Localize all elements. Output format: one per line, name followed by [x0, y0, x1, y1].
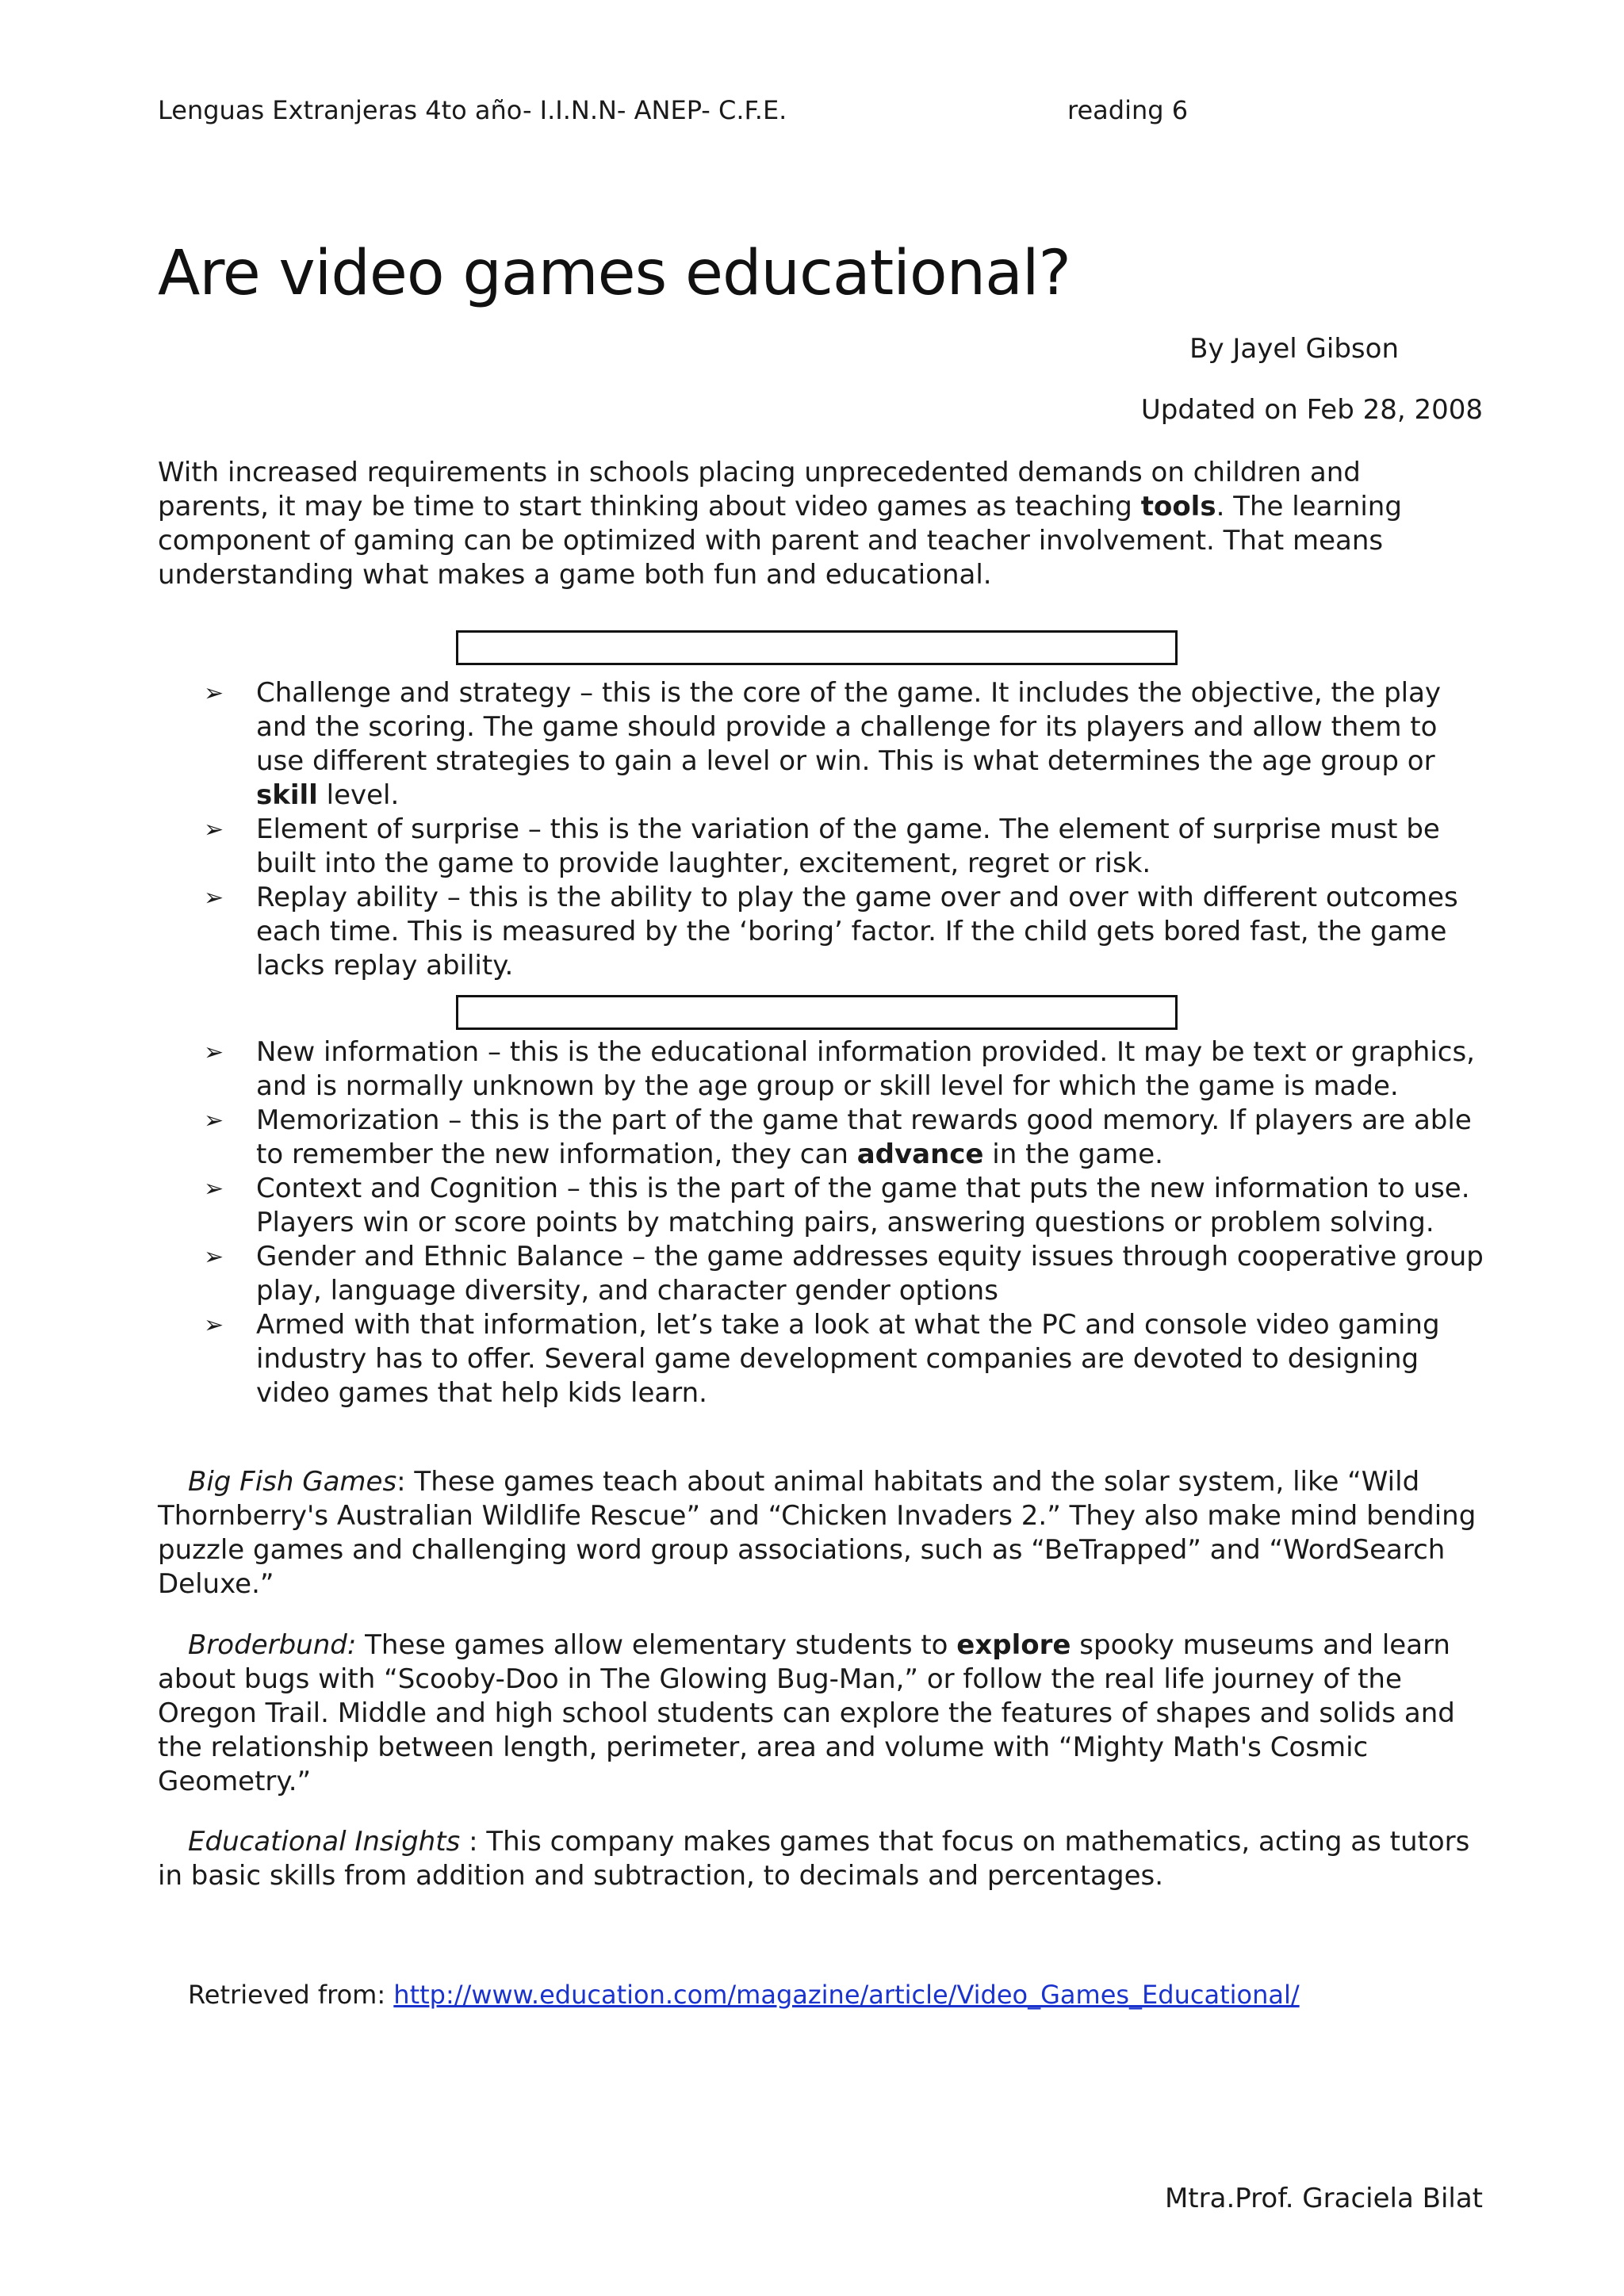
header-reading-number: reading 6	[1067, 95, 1189, 125]
updated-date: Updated on Feb 28, 2008	[1140, 394, 1483, 426]
educational-elements-list	[204, 1035, 1488, 1410]
intro-bold-tools: tools	[1140, 491, 1216, 522]
arrow-bullet-icon: ➢	[204, 816, 224, 844]
source-link[interactable]: http://www.education.com/magazine/article/Video_Games_Educational/	[393, 1980, 1300, 2010]
page-title: Are video games educational?	[158, 238, 1071, 309]
footer-author: Mtra.Prof. Graciela Bilat	[1164, 2183, 1483, 2214]
broderbund-paragraph: Broderbund: These games allow elementary students to explore spooky museums and learn about bugs with “Scooby-Doo in The Glowing Bug-Man,” or follow the real life journey of the Oregon Trail. Middle and high school students can explore the features of shapes and solids and the relationship between length, perimeter, area and volume with “Mighty Math's Cosmic Geometry.”	[158, 1629, 1455, 1797]
arrow-bullet-icon: ➢	[204, 679, 224, 707]
company-name-bigfish: Big Fish Games	[188, 1466, 397, 1498]
company-name-insights: Educational Insights	[188, 1826, 461, 1858]
list-item: ➢ New information – this is the educational information provided. It may be text or graphics, and is normally unknown by the age group or skill level for which the game is made.	[204, 1036, 1475, 1102]
author-byline: By Jayel Gibson	[1189, 333, 1399, 365]
list-item: ➢ Armed with that information, let’s take a look at what the PC and console video gaming industry has to offer. Several game development companies are devoted to designing video games that help kids learn.	[204, 1309, 1440, 1409]
intro-paragraph	[158, 456, 1479, 592]
list-item: ➢ Gender and Ethnic Balance – the game addresses equity issues through cooperative group play, language diversity, and character gender options	[204, 1241, 1484, 1307]
bigfish-paragraph: Big Fish Games: These games teach about animal habitats and the solar system, like “Wild Thornberry's Australian Wildlife Rescue” and “Chicken Invaders 2.” They also make mind bending puzzle games and challenging word group associations, such as “BeTrapped” and “WordSearch Deluxe.”	[158, 1466, 1477, 1600]
arrow-bullet-icon: ➢	[204, 1175, 224, 1203]
company-name-broderbund: Broderbund:	[188, 1629, 357, 1661]
list-item: ➢ Challenge and strategy – this is the core of the game. It includes the objective, the play and the scoring. The game should provide a challenge for its players and allow them to use different strategies to gain a level or win. This is what determines the age group or skill level.	[204, 677, 1442, 811]
arrow-bullet-icon: ➢	[204, 1107, 224, 1135]
insights-paragraph: Educational Insights : This company makes games that focus on mathematics, acting as tutors in basic skills from addition and subtraction, to decimals and percentages.	[158, 1826, 1470, 1892]
source-label: Retrieved from:	[188, 1980, 394, 2010]
arrow-bullet-icon: ➢	[204, 1243, 224, 1271]
source-citation	[188, 1980, 1300, 2010]
list-item: ➢ Memorization – this is the part of the game that rewards good memory. If players are able to remember the new information, they can advance in the game.	[204, 1104, 1472, 1170]
heading-blank-box-1[interactable]	[456, 630, 1178, 665]
arrow-bullet-icon: ➢	[204, 884, 224, 912]
header-course: Lenguas Extranjeras 4to año- I.I.N.N- ANEP- C.F.E.	[158, 95, 787, 125]
arrow-bullet-icon: ➢	[204, 1039, 224, 1066]
fun-elements-list	[204, 676, 1488, 983]
intro-text-start: With increased requirements in schools placing unprecedented demands on children and parents, it may be time to start thinking about video games as teaching	[158, 457, 1361, 522]
intro-text-end: . The learning component of gaming can be optimized with parent and teacher involvement. That means understanding what makes a game both fun and educational.	[158, 491, 1402, 591]
list-item: ➢ Replay ability – this is the ability to play the game over and over with different outcomes each time. This is measured by the ‘boring’ factor. If the child gets bored fast, the game lacks replay ability.	[204, 882, 1458, 982]
list-item: ➢ Context and Cognition – this is the part of the game that puts the new information to use. Players win or score points by matching pairs, answering questions or problem solving.	[204, 1173, 1470, 1238]
list-item: ➢ Element of surprise – this is the variation of the game. The element of surprise must be built into the game to provide laughter, excitement, regret or risk.	[204, 813, 1440, 879]
arrow-bullet-icon: ➢	[204, 1311, 224, 1339]
heading-blank-box-2[interactable]	[456, 995, 1178, 1030]
